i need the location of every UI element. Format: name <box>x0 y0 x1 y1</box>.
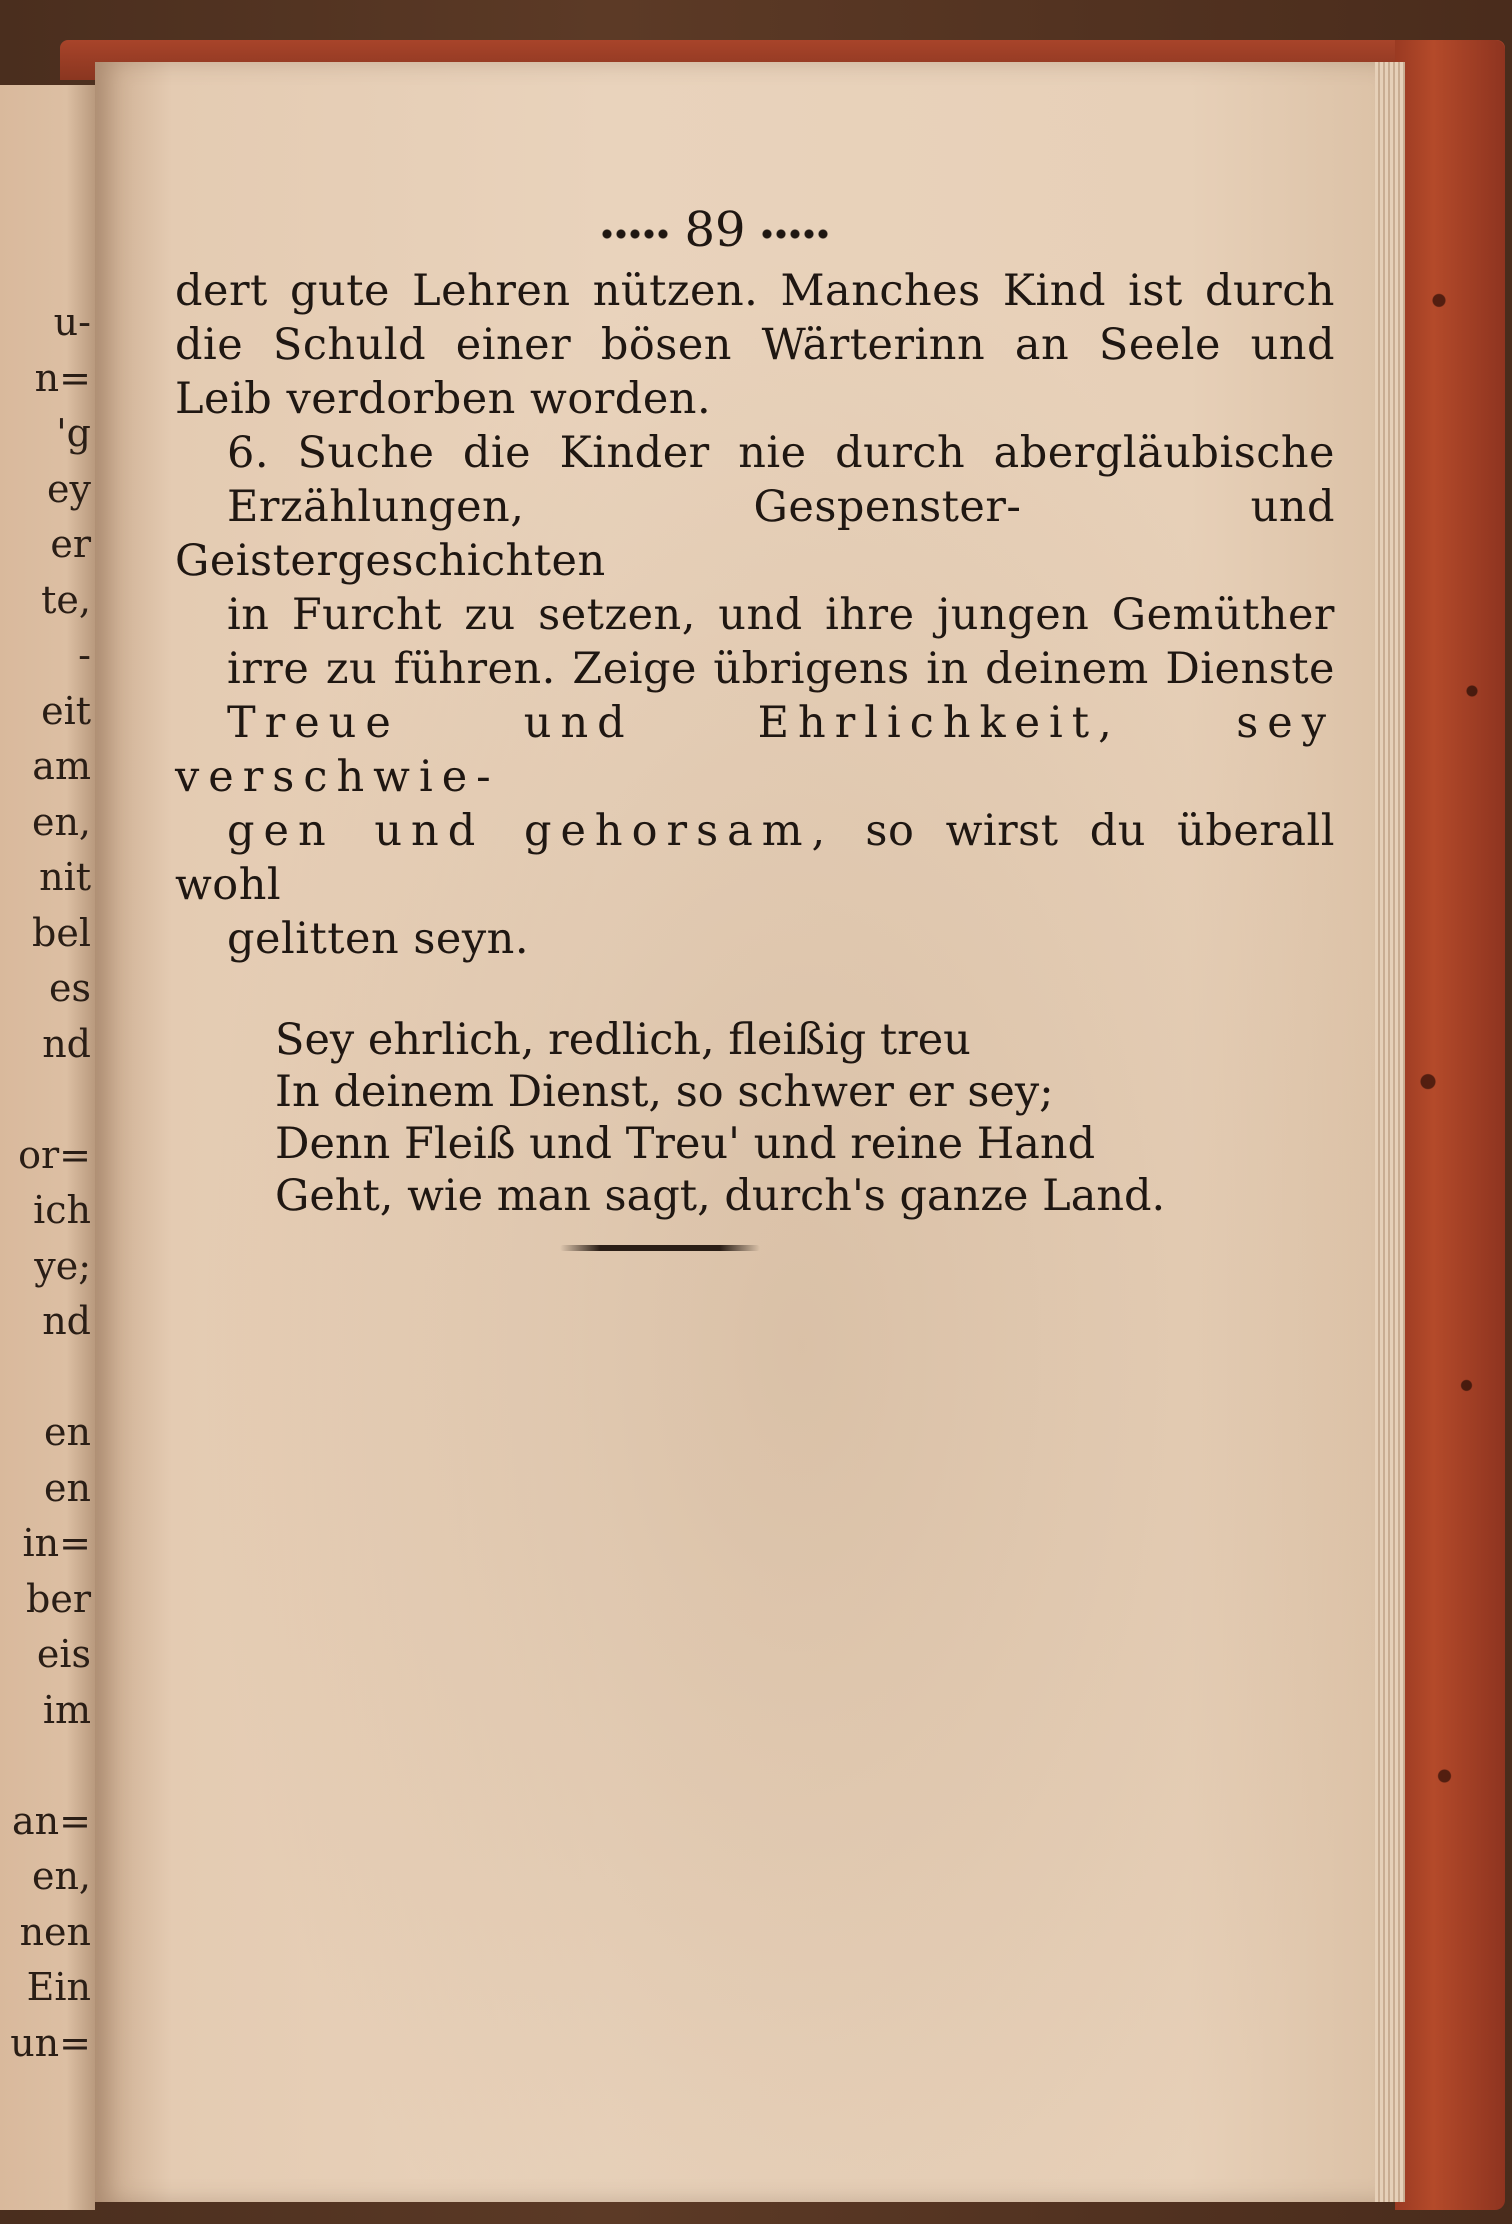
text-line: Erzählungen, Gespenster- und Geistergeschichten <box>175 482 1335 586</box>
previous-page-fragment: bel <box>32 910 91 955</box>
page-stack-edge <box>1375 62 1405 2202</box>
ornament-right-icon <box>760 228 830 240</box>
section-rule <box>560 1245 760 1251</box>
previous-page-fragment: ber <box>26 1576 91 1621</box>
previous-page-fragment: eis <box>36 1632 91 1676</box>
text-line: dert gute Lehren nützen. Manches Kind ist durch <box>175 266 1335 316</box>
emphasis-text: sey verschwie- <box>175 698 1336 802</box>
previous-page-fragment: an= <box>12 1798 91 1843</box>
verse-line: Denn Fleiß und Treu' und reine Hand <box>275 1119 1096 1169</box>
paragraph-continued <box>175 264 1335 426</box>
page-number: 89 <box>684 202 746 258</box>
previous-page-fragment: nd <box>42 1021 91 1066</box>
verse <box>275 1014 1335 1222</box>
page-content <box>175 202 1335 1222</box>
previous-page-fragment: im <box>42 1687 91 1732</box>
previous-page-fragment: - <box>78 633 91 677</box>
previous-page-fragment: ye; <box>34 1243 91 1288</box>
previous-page-fragment: en, <box>31 799 91 844</box>
previous-page-fragment: eit <box>41 688 91 733</box>
previous-page-fragment: 'g <box>56 411 91 455</box>
text-line: in Furcht zu setzen, und ihre jungen Gemüther <box>227 590 1335 640</box>
text-line: die Schuld einer bösen Wärterinn an Seele und <box>175 320 1335 370</box>
ornament-left-icon <box>600 228 670 240</box>
previous-page-fragment: in= <box>22 1521 91 1565</box>
previous-page-fragment: en <box>44 1410 91 1454</box>
previous-page-fragment: u- <box>53 300 91 344</box>
previous-page-fragment: ich <box>33 1188 91 1232</box>
previous-page-fragment: am <box>32 744 91 788</box>
previous-page-fragment: en <box>44 1465 91 1510</box>
previous-page-fragment: es <box>49 966 91 1010</box>
verse-line: Sey ehrlich, redlich, fleißig treu <box>275 1015 971 1065</box>
previous-page-fragment: nit <box>39 855 91 899</box>
paragraph-6 <box>175 426 1335 966</box>
text-line: irre zu führen. Zeige übrigens in deinem Dienste <box>227 644 1335 694</box>
book-cover <box>1395 40 1505 2210</box>
text-line: gelitten seyn. <box>227 914 530 964</box>
previous-page-fragment: ey <box>47 466 91 511</box>
text-line <box>175 804 1335 912</box>
previous-page-fragment: te, <box>41 577 91 622</box>
page-header <box>175 202 1335 258</box>
text-fragment: so wirst du überall wohl <box>175 806 1335 910</box>
text-line: 6. Suche die Kinder nie durch abergläubische <box>227 428 1335 478</box>
emphasis-text: Treue und Ehrlichkeit, <box>227 698 1121 748</box>
previous-page-fragment: n= <box>34 355 91 400</box>
previous-page-fragment: or= <box>18 1132 91 1177</box>
previous-page-fragment: er <box>50 522 91 566</box>
previous-page-fragment: en, <box>31 1854 91 1898</box>
previous-page-strip <box>0 85 95 2210</box>
verse-line: In deinem Dienst, so schwer er sey; <box>275 1067 1054 1117</box>
previous-page-fragment: Ein <box>26 1965 91 2009</box>
text-line <box>175 696 1335 804</box>
text-line: Leib verdorben worden. <box>175 374 712 424</box>
previous-page-fragment: nen <box>19 1909 91 1954</box>
emphasis-text: gen und gehorsam, <box>227 806 835 856</box>
previous-page-fragment: nd <box>42 1299 91 1343</box>
verse-line: Geht, wie man sagt, durch's ganze Land. <box>275 1171 1166 1221</box>
previous-page-fragment: un= <box>10 2020 91 2065</box>
page <box>95 62 1380 2202</box>
